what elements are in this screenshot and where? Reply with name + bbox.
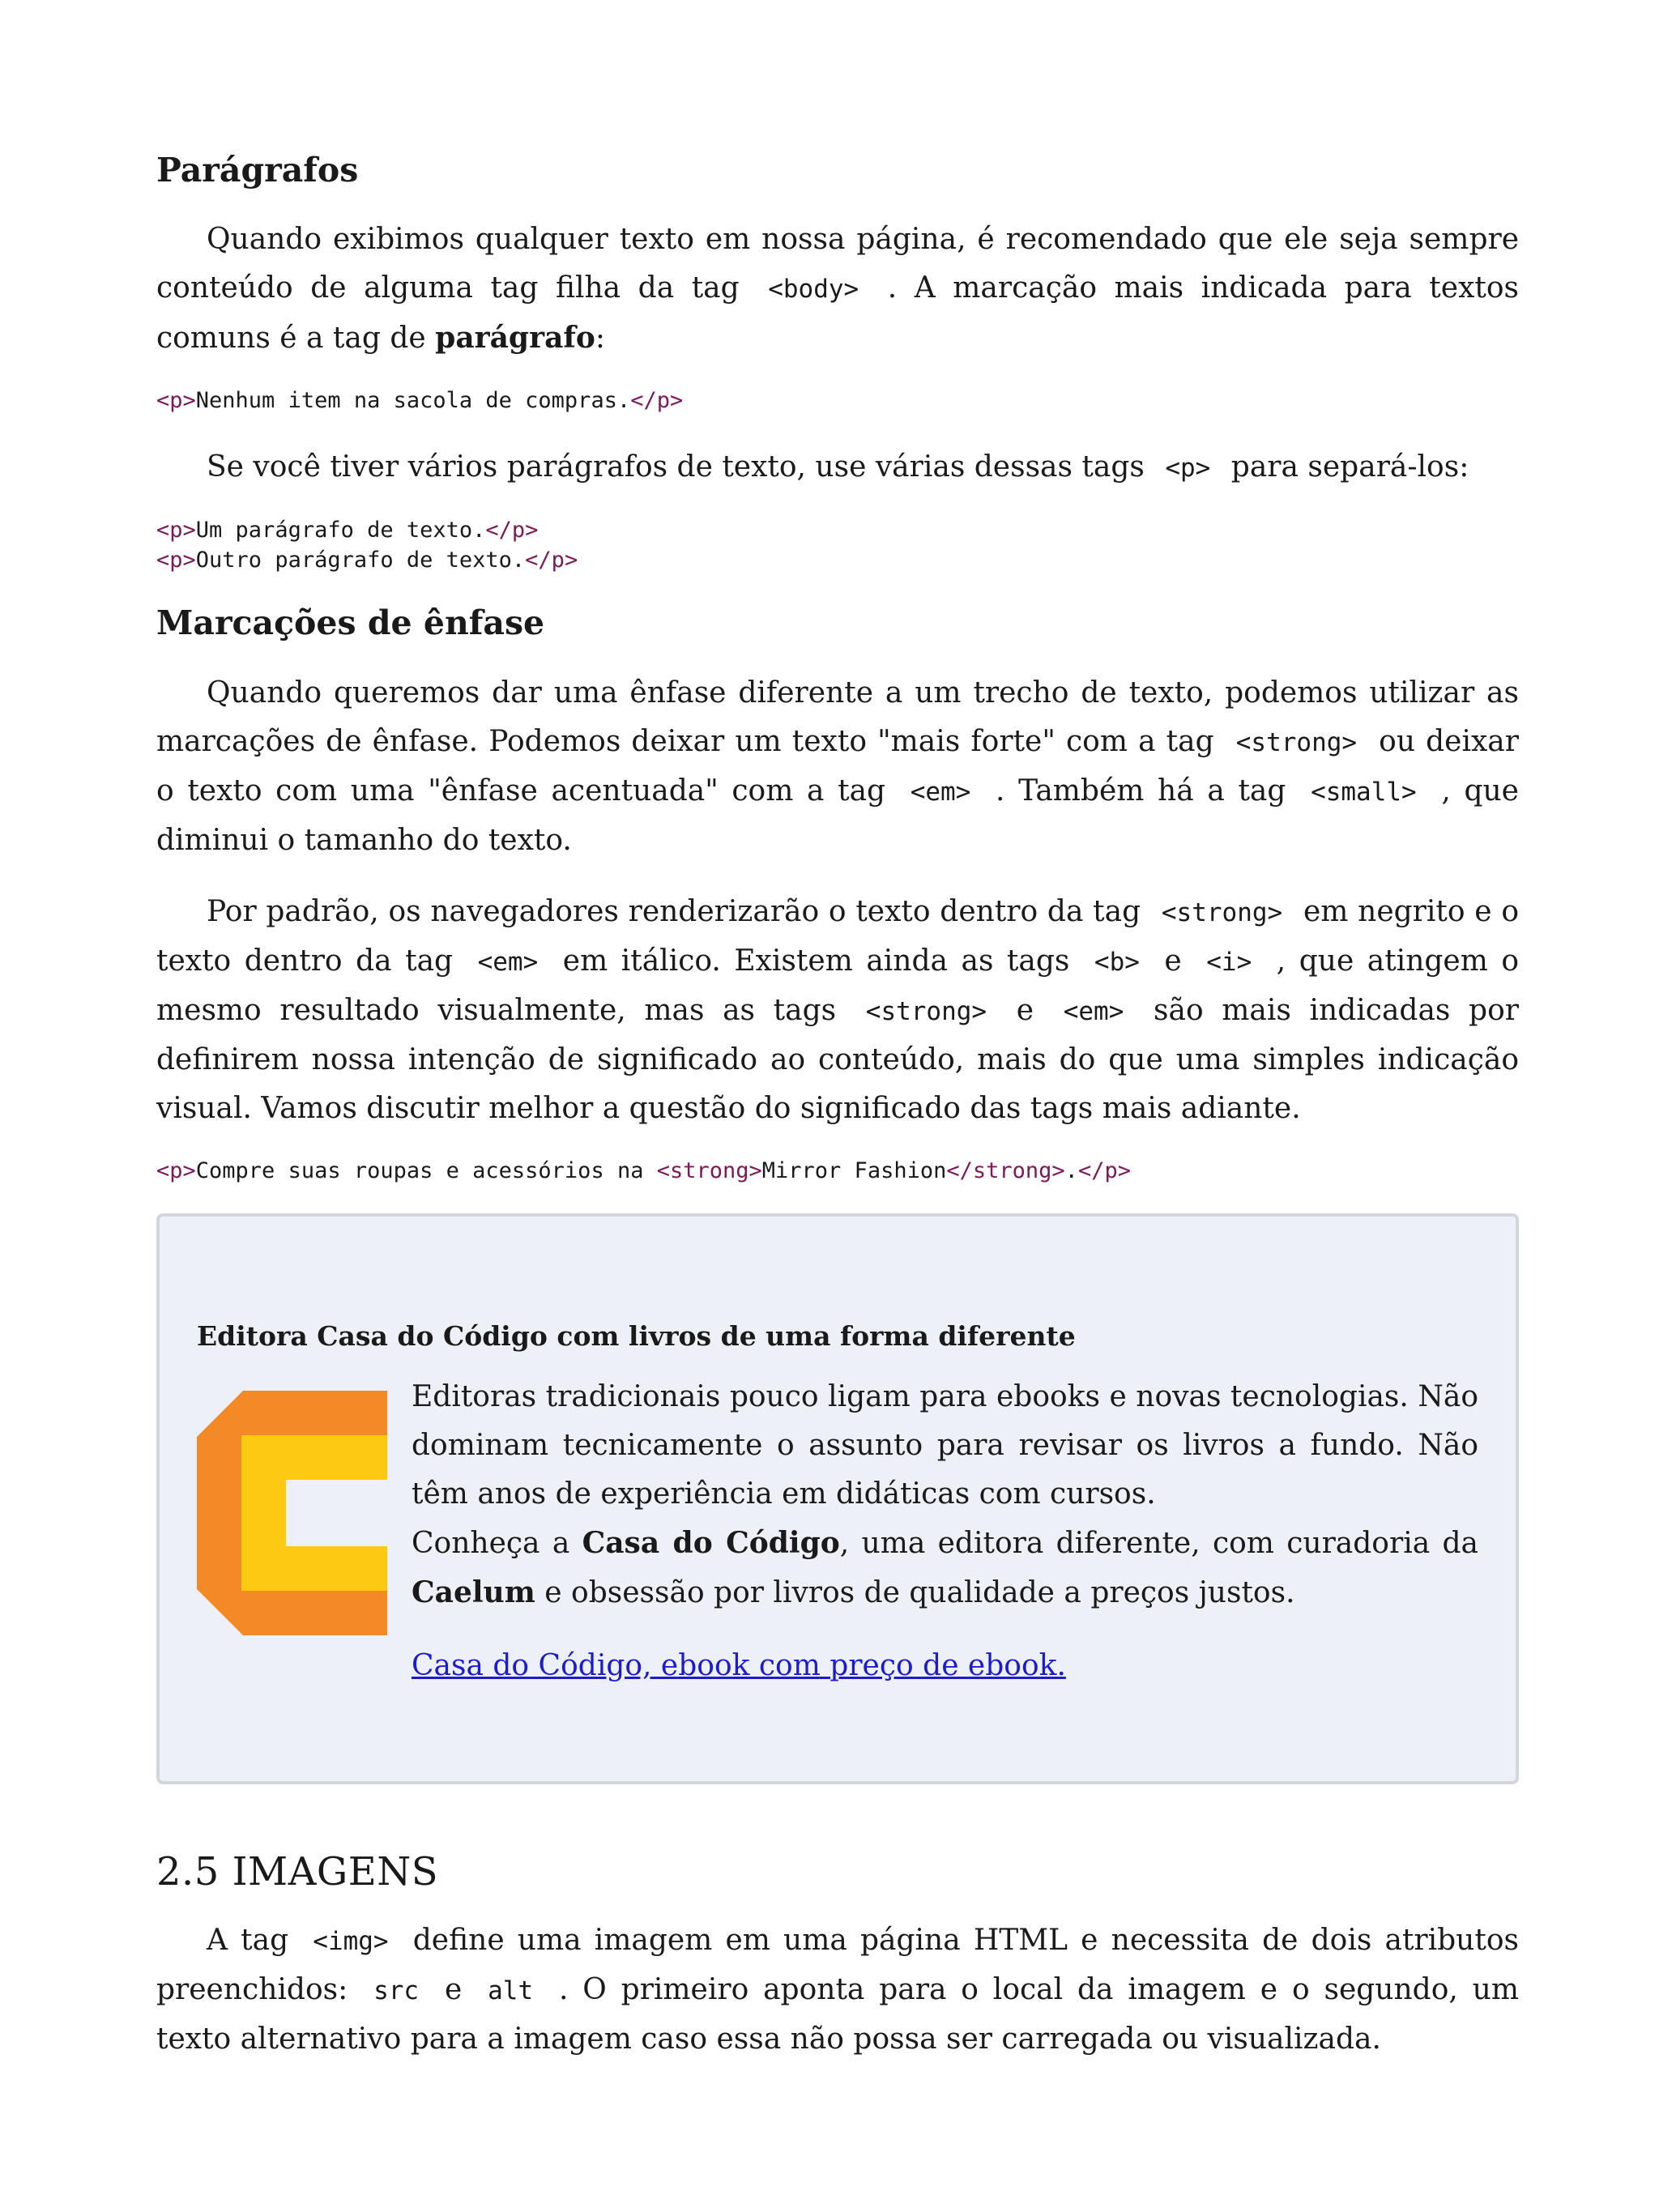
logo-cutout (286, 1480, 387, 1546)
callout-title: Editora Casa do Código com livros de uma forma diferente (197, 1319, 1076, 1352)
inline-code: <strong> (1161, 897, 1283, 927)
inline-code: <em> (477, 947, 539, 977)
ad-callout-box (156, 1213, 1519, 1784)
inline-code: <p> (1165, 454, 1211, 484)
code-block: <p>Compre suas roupas e acessórios na <strong>Mirror Fashion</strong>.</p> (156, 1157, 1131, 1183)
casa-do-codigo-logo-icon (197, 1391, 387, 1635)
section-title-imagens: 2.5 IMAGENS (156, 1848, 439, 1894)
inline-code: <body> (768, 275, 859, 305)
paragraph: A tag <img> define uma imagem em uma página HTML e necessita de dois atributos preenchidos: src e alt . O primeiro aponta para o local da imagem e o segundo, um texto alternativo para a imagem caso essa não possa ser carregada ou visualizada. (156, 1924, 1519, 2056)
code-block: <p>Nenhum item na sacola de compras.</p> (156, 388, 684, 414)
inline-code: <small> (1311, 777, 1417, 807)
inline-code: <em> (1063, 996, 1124, 1026)
section-title-enfase: Marcações de ênfase (156, 603, 545, 643)
inline-code: src (373, 1976, 420, 2006)
inline-code: <img> (313, 1927, 389, 1957)
inline-code: <strong> (865, 996, 987, 1026)
callout-text (412, 1373, 1478, 1690)
paragraph: Quando exibimos qualquer texto em nossa página, é recomendado que ele seja sempre conteúdo de alguma tag filha da tag <body> . A marcação mais indicada para textos comuns é a tag de parágrafo: (156, 223, 1519, 356)
inline-code: <em> (910, 777, 971, 807)
inline-code: alt (488, 1976, 534, 2006)
callout-paragraph: Editoras tradicionais pouco ligam para ebooks e novas tecnologias. Não dominam tecnicamente o assunto para revisar os livros a fundo. Não têm anos de experiência em didáticas com cursos. Conheça a Casa do Código, uma editora diferente, com curadoria da Caelum e obsessão por livros de qualidade a preços justos. (412, 1379, 1478, 1609)
section-title-paragrafos: Parágrafos (156, 151, 359, 190)
page-content (156, 150, 1519, 2086)
inline-code: <i> (1206, 947, 1252, 977)
paragraph: Por padrão, os navegadores renderizarão o texto dentro da tag <strong> em negrito e o texto dentro da tag <em> em itálico. Existem ainda as tags <b> e <i> , que atingem o mesmo resultado visualmente, mas as tags <strong> e <em> são mais indicadas por definirem nossa intenção de significado ao conteúdo, mais do que uma simples indicação visual. Vamos discutir melhor a questão do significado das tags mais adiante. (156, 894, 1520, 1125)
casa-do-codigo-link[interactable]: Casa do Código, ebook com preço de ebook. (412, 1648, 1066, 1682)
paragraph: Quando queremos dar uma ênfase diferente a um trecho de texto, podemos utilizar as marcações de ênfase. Podemos deixar um texto "mais forte" com a tag <strong> ou deixar o texto com uma "ênfase acentuada" com a tag <em> . Também há a tag <small> , que diminui o tamanho do texto. (156, 676, 1519, 857)
code-block: <p>Um parágrafo de texto.</p> <p>Outro parágrafo de texto.</p> (156, 518, 578, 573)
paragraph: Se você tiver vários parágrafos de texto, use várias dessas tags <p> para separá-los: (207, 450, 1469, 484)
inline-code: <b> (1094, 947, 1140, 977)
inline-code: <strong> (1235, 727, 1358, 757)
